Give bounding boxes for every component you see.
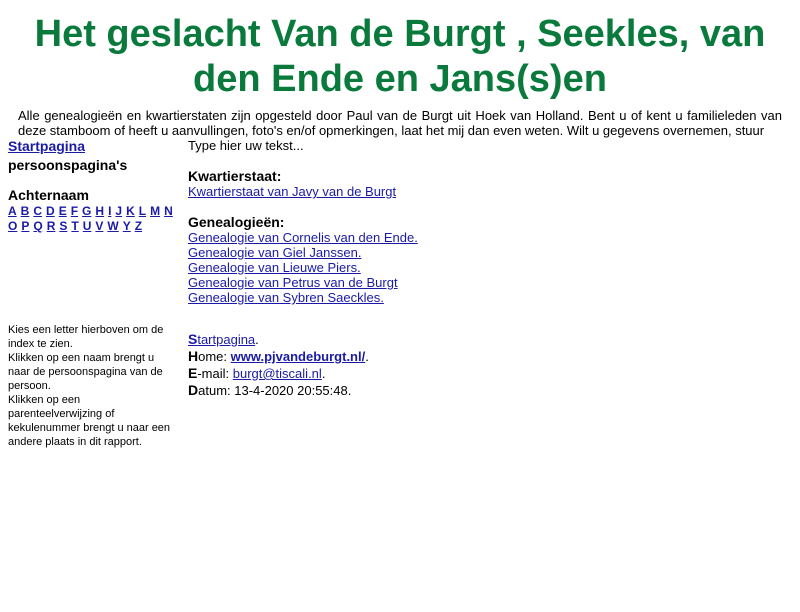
- letter-link[interactable]: Q: [33, 219, 43, 233]
- letter-link[interactable]: B: [20, 204, 30, 218]
- letter-link[interactable]: L: [138, 204, 147, 218]
- letter-link[interactable]: C: [33, 204, 43, 218]
- letter-link[interactable]: E: [58, 204, 67, 218]
- help-line: Kies een letter hierboven om de index te zien.: [8, 324, 164, 350]
- startpagina-link[interactable]: Startpagina: [8, 138, 86, 154]
- footer-email-label: -mail:: [197, 366, 233, 381]
- help-line: Klikken op een parenteelverwijzing of kekulenummer brengt u naar een andere plaats in dit rapport.: [8, 394, 171, 448]
- genealogie-link[interactable]: Genealogie van Giel Janssen.: [188, 245, 362, 260]
- intro-text: Alle genealogieën en kwartierstaten zijn opgesteld door Paul van de Burgt uit Hoek van Holland. Bent u of kent u familieleden van deze stamboom of heeft u aanvullingen, foto's en/of opmerkingen, laat het mij dan even weten. Wilt u gegevens overnemen, stuur: [18, 108, 782, 138]
- letter-link[interactable]: I: [108, 204, 112, 218]
- page-title: Het geslacht Van de Burgt , Seekles, van den Ende en Jans(s)en: [34, 13, 766, 100]
- help-line: Klikken op een naam brengt u naar de persoonspagina van de persoon.: [8, 352, 163, 392]
- genealogie-link[interactable]: Genealogie van Cornelis van den Ende.: [188, 230, 418, 245]
- letter-link[interactable]: R: [46, 219, 56, 233]
- letter-link[interactable]: D: [46, 204, 55, 218]
- letter-index-row-2: [8, 219, 173, 233]
- footer-start-cap: S: [188, 331, 198, 347]
- letter-link[interactable]: N: [164, 204, 173, 218]
- letter-link[interactable]: W: [107, 219, 119, 233]
- footer-date-row: [188, 382, 788, 399]
- main-area: [0, 130, 800, 590]
- footer-startpagina-link[interactable]: [188, 332, 255, 347]
- letter-link[interactable]: G: [82, 204, 92, 218]
- footer-date-cap: D: [188, 382, 199, 398]
- kwartierstaat-list: [188, 184, 788, 199]
- footer-start-row: [188, 331, 788, 348]
- email-link[interactable]: burgt@tiscali.nl: [232, 366, 322, 381]
- footer-home-end: .: [365, 349, 369, 364]
- letter-link[interactable]: A: [8, 204, 17, 218]
- letter-link[interactable]: F: [70, 204, 79, 218]
- footer-home-label: ome:: [198, 349, 231, 364]
- letter-link[interactable]: P: [21, 219, 30, 233]
- letter-link[interactable]: Y: [122, 219, 131, 233]
- letter-link[interactable]: J: [115, 204, 123, 218]
- letter-link[interactable]: T: [71, 219, 79, 233]
- footer-start-end: .: [255, 332, 259, 347]
- genealogie-list: [188, 230, 788, 305]
- help-text: [8, 323, 173, 449]
- footer-email-row: [188, 365, 788, 382]
- kwartierstaat-link[interactable]: Kwartierstaat van Javy van de Burgt: [188, 184, 397, 199]
- footer-info: [188, 331, 788, 399]
- surname-heading: Achternaam: [8, 187, 89, 203]
- genealogie-link[interactable]: Genealogie van Lieuwe Piers.: [188, 260, 361, 275]
- letter-link[interactable]: H: [95, 204, 105, 218]
- footer-start-rest: tartpagina: [197, 332, 256, 347]
- letter-link[interactable]: S: [59, 219, 68, 233]
- footer-email-end: .: [321, 366, 326, 381]
- letter-link[interactable]: M: [150, 204, 161, 218]
- footer-home-row: [188, 348, 788, 365]
- letter-index-row-1: [8, 204, 173, 218]
- genealogie-heading: Genealogieën:: [188, 214, 285, 230]
- genealogie-link[interactable]: Genealogie van Petrus van de Burgt: [188, 275, 398, 290]
- homepage-link[interactable]: www.pjvandeburgt.nl/: [230, 349, 366, 364]
- letter-link[interactable]: U: [82, 219, 92, 233]
- letter-link[interactable]: V: [95, 219, 104, 233]
- kwartierstaat-heading: Kwartierstaat:: [188, 168, 282, 184]
- letter-link[interactable]: Z: [134, 219, 143, 233]
- letter-link[interactable]: O: [8, 219, 18, 233]
- left-index-panel: [8, 138, 173, 449]
- footer-date-text: atum: 13-4-2020 20:55:48.: [198, 383, 352, 398]
- genealogie-link[interactable]: Genealogie van Sybren Saeckles.: [188, 290, 384, 305]
- footer-home-cap: H: [188, 348, 199, 364]
- persons-label: persoonspagina's: [8, 157, 128, 173]
- search-input[interactable]: Type hier uw tekst...: [188, 138, 304, 153]
- letter-link[interactable]: K: [126, 204, 135, 218]
- content-panel: [188, 138, 788, 399]
- footer-email-cap: E: [188, 365, 198, 381]
